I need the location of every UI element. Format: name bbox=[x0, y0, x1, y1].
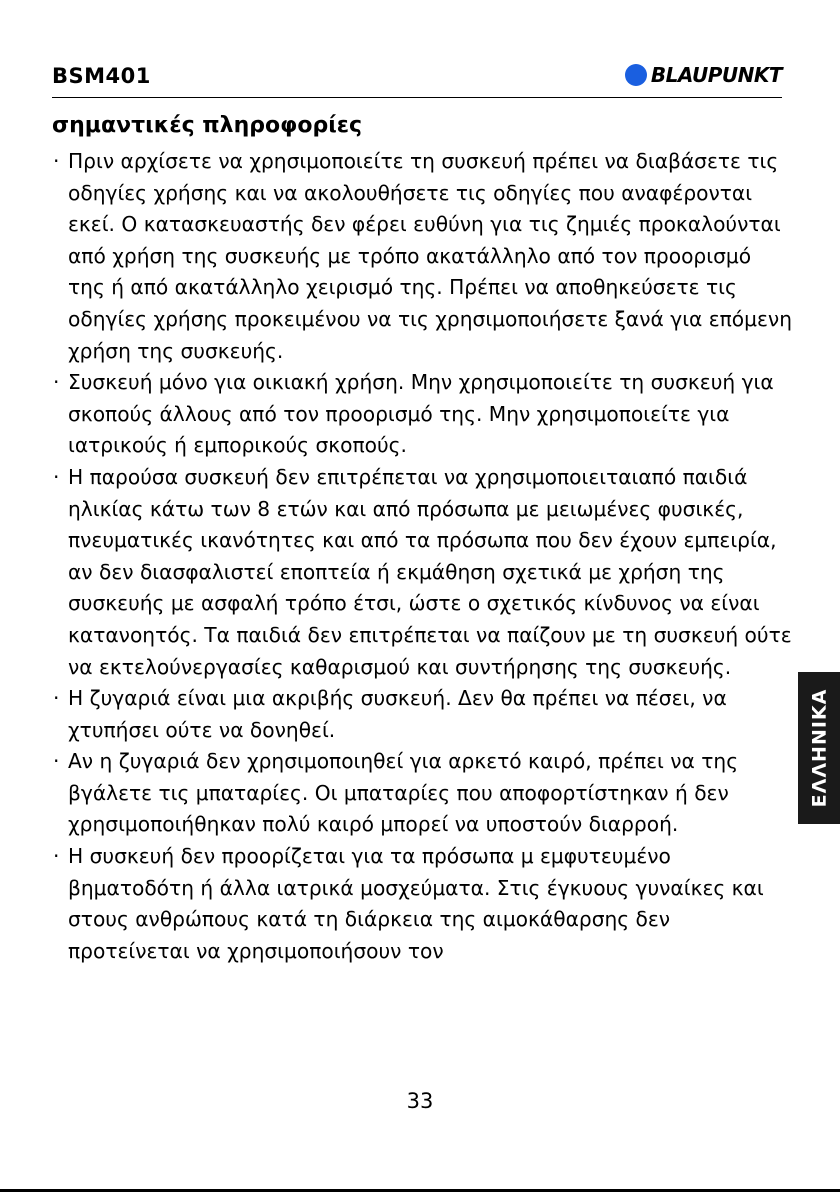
notice-text: Η ζυγαριά είναι μια ακριβής συσκευή. Δεν θα πρέπει να πέσει, να χτυπήσει ούτε να δονηθεί. bbox=[68, 686, 727, 742]
notice-text: Πριν αρχίσετε να χρησιμοποιείτε τη συσκευή πρέπει να διαβάσετε τις οδηγίες χρήσης και να ακολουθήσετε τις οδηγίες που αναφέρονται εκεί. Ο κατασκευαστής δεν φέρει ευθύνη για τις ζημιές προκαλούνται από χρήση της συσκευής με τρόπο ακατάλληλο από τον προορισμό της ή από ακατάλληλο χειρισμό της. Πρέπει να αποθηκεύσετε τις οδηγίες χρήσης προκειμένου να τις χρησιμοποιήσετε ξανά για επόμενη χρήση της συσκευής. bbox=[68, 149, 792, 363]
notice-text: Η συσκευή δεν προορίζεται για τα πρόσωπα μ εμφυτευμένο βηματοδότη ή άλλα ιατρικά μοσχεύματα. Στις έγκυους γυναίκες και στους ανθρώπους κατά τη διάρκεια της αιμοκάθαρσης δεν προτείνεται να χρησιμοποιήσουν τον bbox=[68, 844, 764, 963]
brand-dot-icon bbox=[625, 64, 647, 86]
section-title: σημαντικές πληροφορίες bbox=[52, 113, 363, 138]
brand-name: BLAUPUNKT bbox=[650, 63, 782, 87]
list-item bbox=[52, 367, 792, 462]
language-tab-label: ΕΛΛΗΝΙΚΑ bbox=[808, 688, 831, 808]
list-item bbox=[52, 746, 792, 841]
bullet-icon: · bbox=[53, 844, 60, 869]
bullet-icon: · bbox=[53, 464, 60, 489]
notice-text: Η παρούσα συσκευή δεν επιτρέπεται να χρησιμοποιειταιαπό παιδιά ηλικίας κάτω των 8 ετών και από πρόσωπα με μειωμένες φυσικές, πνευματικές ικανότητες και από τα πρόσωπα που δεν έχουν εμπειρία, αν δεν διασφαλιστεί εποπτεία ή εκμάθηση σχετικά με χρήση της συσκευής με ασφαλή τρόπο έτσι, ώστε ο σχετικός κίνδυνος να είναι κατανοητός. Τα παιδιά δεν επιτρέπεται να παίζουν με τη συσκευή ούτε να εκτελούνεργασίες καθαρισμού και συντήρησης της συσκευής. bbox=[68, 464, 792, 679]
bullet-icon: · bbox=[53, 149, 60, 173]
list-item bbox=[52, 841, 792, 967]
language-tab bbox=[798, 672, 840, 824]
notice-text: Συσκευή μόνο για οικιακή χρήση. Μην χρησιμοποιείτε τη συσκευή για σκοπούς άλλους από τον προορισμό της. Μην χρησιμοποιείτε για ιατρικούς ή εμπορικούς σκοπούς. bbox=[68, 370, 774, 458]
brand-logo bbox=[625, 63, 782, 87]
list-item bbox=[52, 146, 792, 367]
page-number: 33 bbox=[406, 1089, 434, 1113]
list-item bbox=[52, 462, 792, 683]
model-number: BSM401 bbox=[52, 64, 151, 88]
bullet-icon: · bbox=[53, 749, 60, 774]
notice-list bbox=[52, 146, 792, 967]
notice-text: Αν η ζυγαριά δεν χρησιμοποιηθεί για αρκετό καιρό, πρέπει να της βγάλετε τις μπαταρίες. Οι μπαταρίες που αποφορτίστηκαν ή δεν χρησιμοποιήθηκαν πολύ καιρό μπορεί να υποστούν διαρροή. bbox=[68, 749, 739, 837]
bullet-icon: · bbox=[53, 370, 60, 395]
list-item bbox=[52, 683, 792, 746]
bullet-icon: · bbox=[53, 686, 60, 711]
header-divider bbox=[52, 97, 782, 98]
